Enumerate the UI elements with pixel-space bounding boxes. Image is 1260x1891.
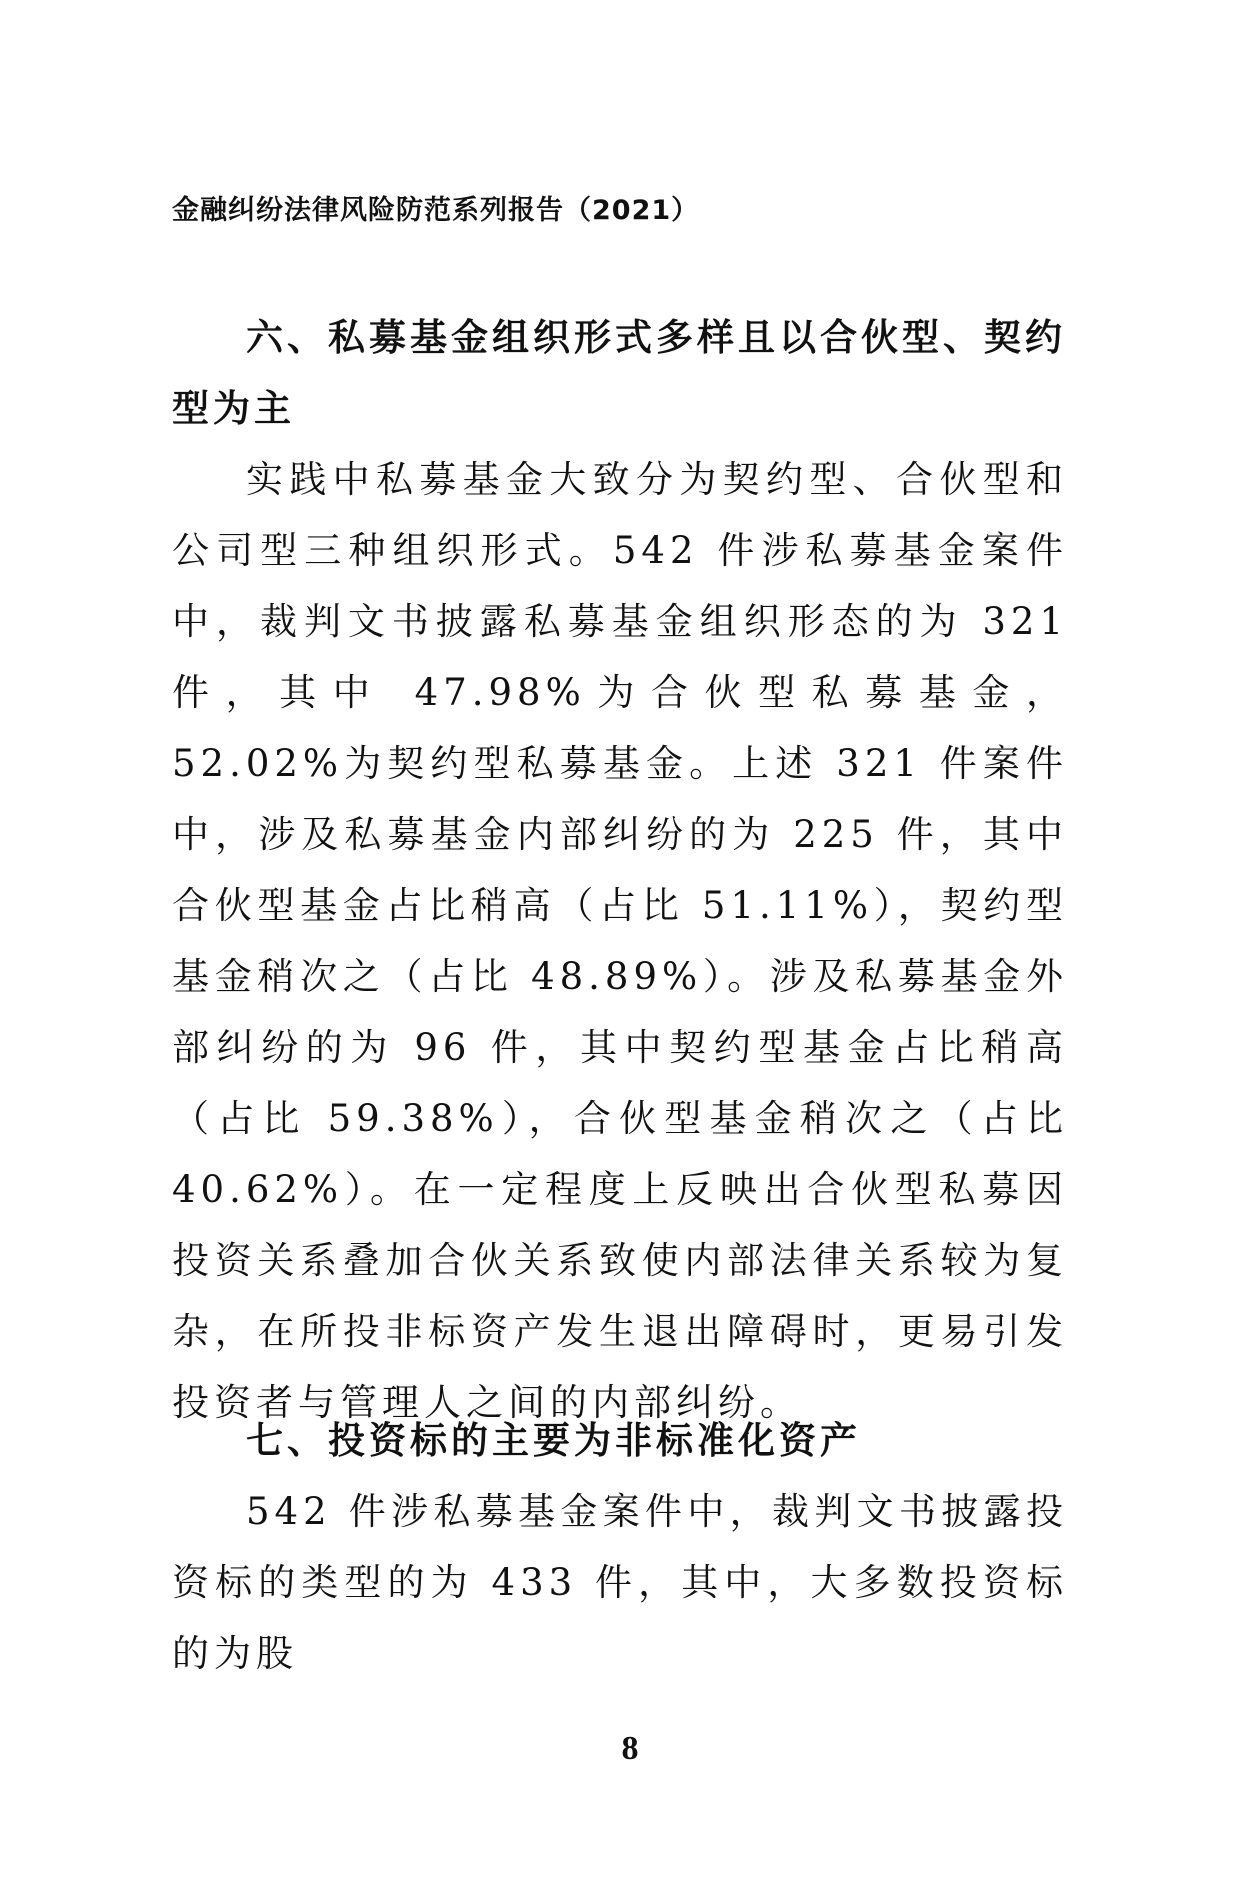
section-6-title: 六、私募基金组织形式多样且以合伙型、契约型为主	[172, 316, 1066, 430]
section-7-title: 七、投资标的主要为非标准化资产	[246, 1419, 861, 1462]
page-number: 8	[621, 1730, 639, 1767]
running-header: 金融纠纷法律风险防范系列报告（2021）	[172, 195, 700, 226]
section-7-paragraph: 542 件涉私募基金案件中，裁判文书披露投资标的类型的为 433 件，其中，大多数投资标的为股	[172, 1490, 1068, 1675]
section-6-paragraph: 实践中私募基金大致分为契约型、合伙型和公司型三种组织形式。542 件涉私募基金案件中，裁判文书披露私募基金组织形态的为 321 件，其中 47.98%为合伙型私募基金，52.02%为契约型私募基金。上述 321 件案件中，涉及私募基金内部纠纷的为 225 件，其中合伙型基金占比稍高（占比 51.11%），契约型基金稍次之（占比 48.89%）。涉及私募基金外部纠纷的为 96 件，其中契约型基金占比稍高（占比 59.38%），合伙型基金稍次之（占比 40.62%）。在一定程度上反映出合伙型私募因投资关系叠加合伙关系致使内部法律关系较为复杂，在所投非标资产发生退出障碍时，更易引发投资者与管理人之间的内部纠纷。	[172, 458, 1068, 1424]
